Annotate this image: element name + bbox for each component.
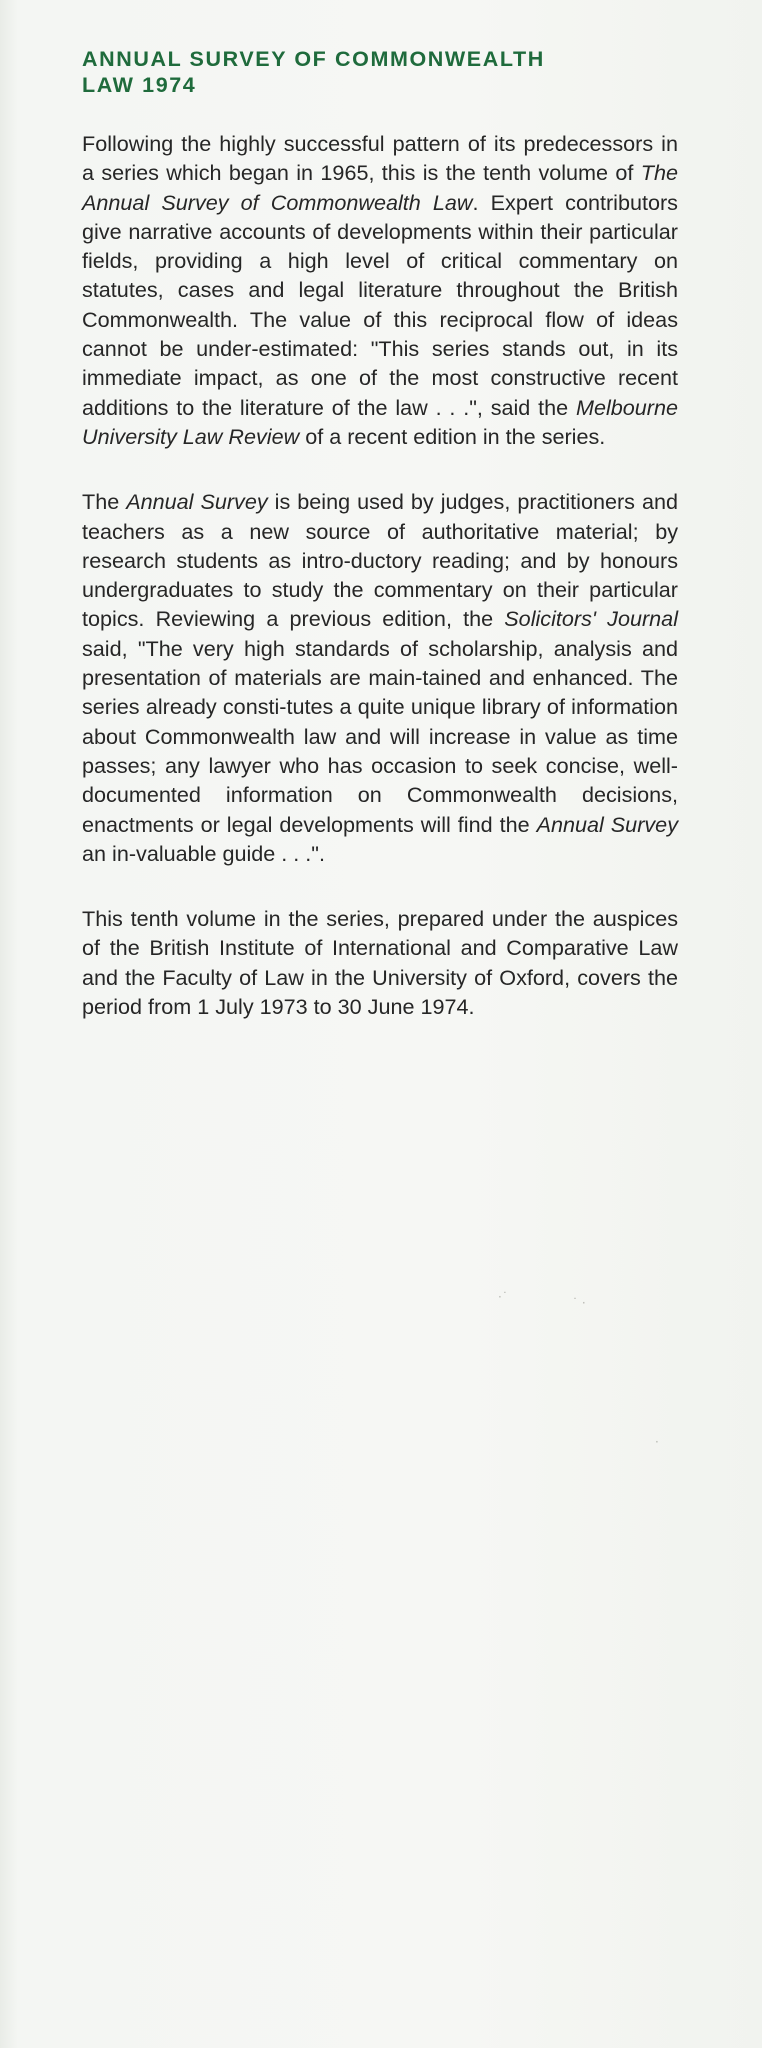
paragraph-2-book-title-2: Annual Survey [536,811,678,837]
paragraph-1-text-a: Following the highly successful pattern of its predecessors in a series which began in 1965, this is the tenth volume of [82,131,678,186]
paragraph-introduction [82,129,678,451]
paragraph-2-text-b: is being used by judges, practitioners and teachers as a new source of authoritative material; by research students as intro-ductory reading; and by honours undergraduates to study the commentary on their particular topics. Reviewing a previous edition, the [82,489,678,632]
paragraph-1-book-title: The Annual Survey of Commonwealth Law [82,160,678,215]
title-line-1: ANNUAL SURVEY OF COMMONWEALTH [82,47,545,71]
paragraph-2-book-title: Annual Survey [126,489,268,515]
paragraph-2-journal-title: Solicitors' Journal [504,606,678,632]
paragraph-1-text-b: . Expert contributors give narrative accounts of developments within their particular fields, providing a high level of critical commentary on statutes, cases and legal literature throughout the British Commonwealth. The value of this reciprocal flow of ideas cannot be under-estimated: "This series stands out, in its immediate impact, as one of the most constructive recent additions to the literature of the law . . .", said the [82,189,678,420]
page-title [82,46,678,98]
paragraph-usage [82,487,678,868]
title-line-2: LAW 1974 [82,73,197,97]
paragraph-2-text-d: an in-valuable guide . . .". [82,840,325,866]
paragraph-2-text-a: The [82,489,127,515]
paragraph-2-text-c: said, "The very high standards of scholarship, analysis and presentation of materials are main-tained and enhanced. The series already consti-tutes a quite unique library of information about Commonwealth law and will increase in value as time passes; any lawyer who has occasion to seek concise, well-documented information on Commonwealth decisions, enactments or legal developments will find the [82,635,678,837]
paper-speck: · [655,1435,659,1449]
paper-speck: ˙ · [572,1296,586,1310]
paragraph-volume-details [82,904,678,1021]
paragraph-3-text: This tenth volume in the series, prepared under the auspices of the British Institute of International and Comparative Law and the Faculty of Law in the University of Oxford, covers the period from 1 July 1973 to 30 June 1974. [82,906,678,1020]
paper-speck: ·˙ [498,1290,508,1304]
paragraph-1-review-title: Melbourne University Law Review [82,394,678,449]
flap-content [82,46,678,1021]
paragraph-1-text-c: of a recent edition in the series. [299,423,606,449]
